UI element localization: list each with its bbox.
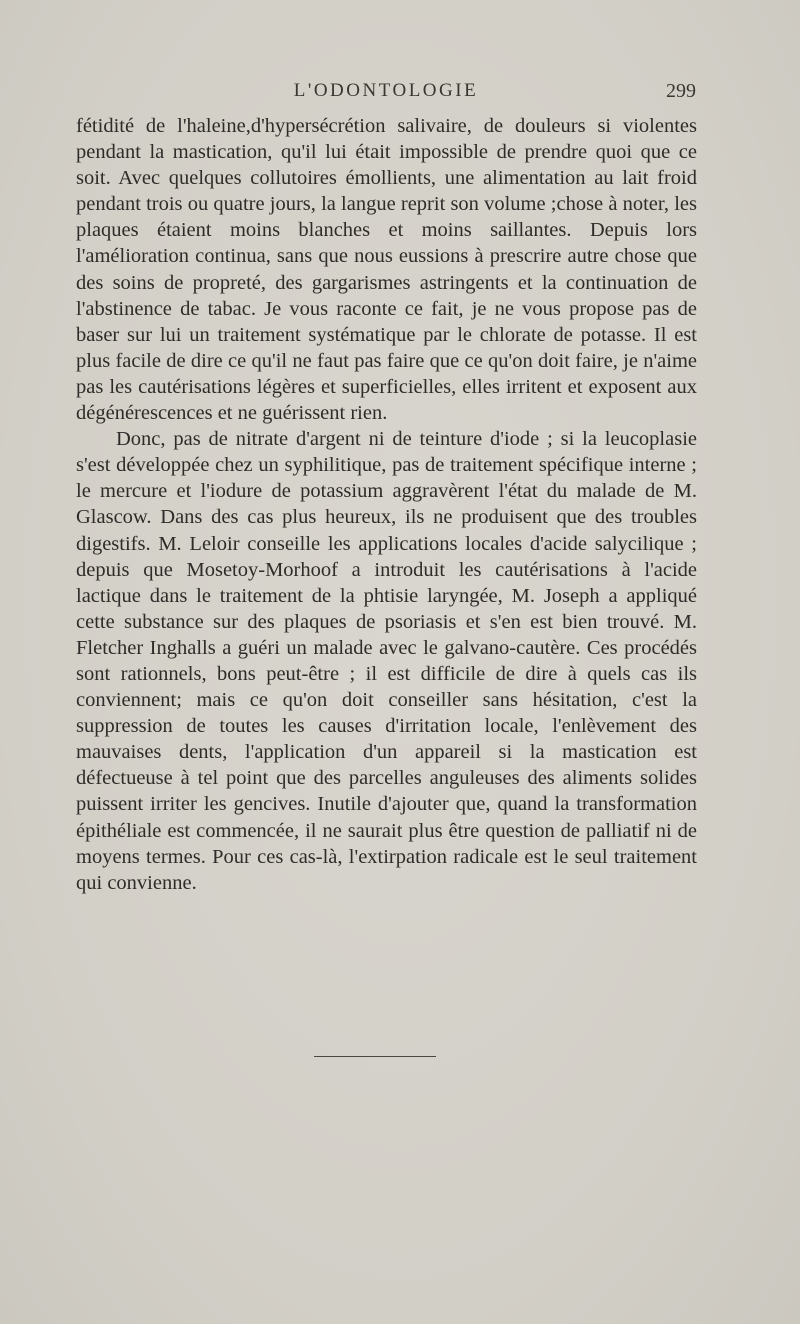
page-header [76,80,696,110]
page-number: 299 [666,80,696,102]
body-text [76,113,697,896]
running-title: L'ODONTOLOGIE [293,80,479,101]
paragraph-treatment: Donc, pas de nitrate d'argent ni de teinture d'iode ; si la leucoplasie s'est développée chez un syphilitique, pas de traitement spécifique interne ; le mercure et l'iodure de potassium aggravèrent l'état du malade de M. Glascow. Dans des cas plus heureux, ils ne produisent que des troubles digestifs. M. Leloir conseille les applications locales d'acide salycilique ; depuis que Mosetoy-Morhoof a introduit les cautérisations à l'acide lactique dans le traitement de la phtisie laryngée, M. Joseph a appliqué cette substance sur des plaques de psoriasis et s'en est bien trouvé. M. Fletcher Inghalls a guéri un malade avec le galvano-cautère. Ces procédés sont rationnels, bons peut-être ; il est difficile de dire à quels cas ils conviennent; mais ce qu'on doit conseiller sans hésitation, c'est la suppression de toutes les causes d'irritation locale, l'enlèvement des mauvaises dents, l'application d'un appareil si la mastication est défectueuse à tel point que des parcelles anguleuses des aliments solides puissent irriter les gencives. Inutile d'ajouter que, quand la transformation épithéliale est commencée, il ne saurait plus être question de palliatif ni de moyens termes. Pour ces cas-là, l'extirpation radicale est le seul traitement qui convienne. [76,428,697,894]
paragraph-continuation: fétidité de l'haleine,d'hypersécrétion salivaire, de douleurs si violentes pendant la mastication, qu'il lui était impossible de prendre quoi que ce soit. Avec quelques collutoires émollients, une alimentation au lait froid pendant trois ou quatre jours, la langue reprit son volume ;chose à noter, les plaques étaient moins blanches et moins saillantes. Depuis lors l'amélioration continua, sans que nous eussions à prescrire autre chose que des soins de propreté, des gargarismes astringents et la continuation de l'abstinence de tabac. Je vous raconte ce fait, je ne vous propose pas de baser sur lui un traitement systématique par le chlorate de potasse. Il est plus facile de dire ce qu'il ne faut pas faire que ce qu'on doit faire, je n'aime pas les cautérisations légères et superficielles, elles irritent et exposent aux dégénérescences et ne guérissent rien. [76,115,697,425]
section-end-rule [314,1056,436,1057]
